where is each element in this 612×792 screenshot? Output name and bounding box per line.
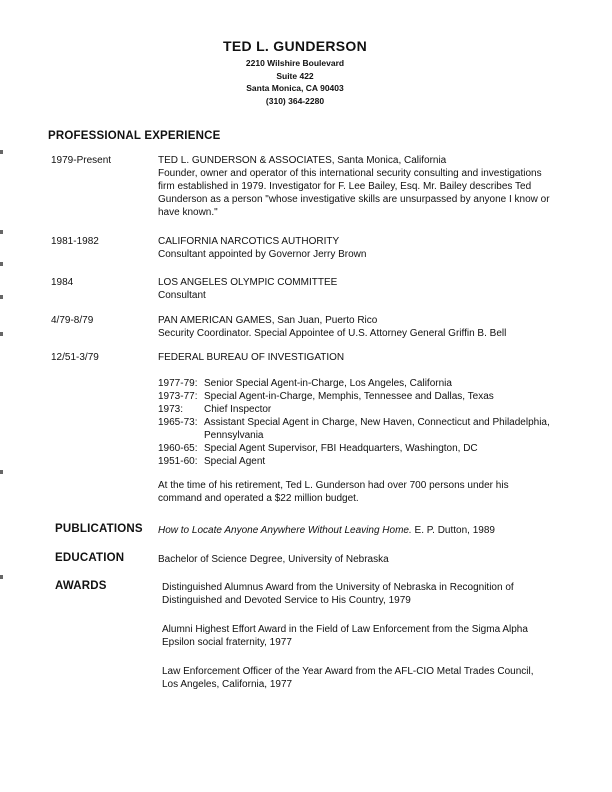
fbi-position-list	[158, 377, 553, 468]
experience-entry	[158, 351, 553, 364]
fbi-position-row	[158, 455, 553, 468]
experience-entry	[158, 235, 553, 261]
fbi-position-row	[158, 377, 553, 390]
fbi-position-period: 1951-60:	[158, 456, 198, 467]
entry-description: Consultant appointed by Governor Jerry Brown	[158, 249, 367, 260]
fbi-position-row	[158, 403, 553, 416]
fbi-position-role: Special Agent-in-Charge, Memphis, Tennessee and Dallas, Texas	[204, 391, 494, 402]
fbi-position-row	[158, 390, 553, 403]
experience-entry	[158, 276, 553, 302]
entry-description: Founder, owner and operator of this international security consulting and investigations firm established in 1979. Investigator for F. Lee Bailey, Esq. Mr. Bailey describes Ted Gunderson as a person "whose investigative skills are unsurpassed by anyone I know or have known."	[158, 168, 550, 218]
publication-entry	[158, 524, 553, 537]
fbi-position-role: Special Agent Supervisor, FBI Headquarters, Washington, DC	[204, 443, 478, 454]
fbi-position-role: Senior Special Agent-in-Charge, Los Angeles, California	[204, 378, 452, 389]
fbi-position-row	[158, 416, 553, 442]
award-item: Alumni Highest Effort Award in the Field of Law Enforcement from the Sigma Alpha Epsilon social fraternity, 1977	[162, 624, 528, 648]
fbi-position-period: 1965-73:	[158, 417, 198, 428]
entry-date: 1981-1982	[51, 236, 99, 247]
awards-list	[162, 581, 552, 707]
scan-margin-mark	[0, 150, 3, 154]
fbi-position-row	[158, 442, 553, 455]
award-item: Law Enforcement Officer of the Year Award from the AFL-CIO Metal Trades Council, Los Angeles, California, 1977	[162, 666, 534, 690]
fbi-position-period: 1973-77:	[158, 391, 198, 402]
fbi-position-role: Special Agent	[204, 456, 266, 467]
entry-title: FEDERAL BUREAU OF INVESTIGATION	[158, 352, 345, 363]
education-entry: Bachelor of Science Degree, University of Nebraska	[158, 554, 389, 565]
fbi-position-period: 1960-65:	[158, 443, 198, 454]
fbi-position-role: Assistant Special Agent in Charge, New Haven, Connecticut and Philadelphia, Pennsylvania	[204, 417, 550, 441]
scan-margin-mark	[0, 262, 3, 266]
fbi-position-period: 1977-79:	[158, 378, 198, 389]
award-item: Distinguished Alumnus Award from the University of Nebraska in Recognition of Distinguished and Devoted Service to His Country, 1979	[162, 582, 514, 606]
address-phone: (310) 364-2280	[265, 95, 325, 106]
entry-title: LOS ANGELES OLYMPIC COMMITTEE	[158, 277, 338, 288]
scan-margin-mark	[0, 295, 3, 299]
experience-heading: PROFESSIONAL EXPERIENCE	[48, 130, 221, 142]
entry-description: Consultant	[158, 290, 206, 301]
awards-heading: AWARDS	[55, 580, 107, 592]
entry-date: 1984	[51, 277, 74, 288]
scan-margin-mark	[0, 230, 3, 234]
scan-margin-mark	[0, 575, 3, 579]
entry-date: 4/79-8/79	[51, 315, 94, 326]
fbi-position-role: Chief Inspector	[204, 404, 272, 415]
entry-title: PAN AMERICAN GAMES, San Juan, Puerto Rico	[158, 315, 378, 326]
address-city: Santa Monica, CA 90403	[246, 83, 344, 93]
address-street: 2210 Wilshire Boulevard	[245, 58, 345, 68]
entry-title: TED L. GUNDERSON & ASSOCIATES, Santa Monica, California	[158, 155, 447, 166]
entry-date: 12/51-3/79	[51, 352, 99, 363]
person-name: TED L. GUNDERSON	[222, 38, 368, 54]
scan-margin-mark	[0, 470, 3, 474]
entry-title: CALIFORNIA NARCOTICS AUTHORITY	[158, 236, 340, 247]
address-suite: Suite 422	[276, 70, 314, 81]
publication-title: How to Locate Anyone Anywhere Without Leaving Home.	[158, 525, 412, 536]
experience-entry	[158, 154, 553, 219]
scan-margin-mark	[0, 332, 3, 336]
publication-details: E. P. Dutton, 1989	[414, 525, 495, 536]
experience-entry	[158, 314, 553, 340]
entry-description: Security Coordinator. Special Appointee of U.S. Attorney General Griffin B. Bell	[158, 328, 507, 339]
fbi-summary: At the time of his retirement, Ted L. Gunderson had over 700 persons under his command and operated a $22 million budget.	[158, 480, 509, 504]
entry-date: 1979-Present	[51, 155, 112, 166]
resume-header	[150, 38, 440, 107]
publications-heading: PUBLICATIONS	[55, 523, 143, 535]
education-heading: EDUCATION	[55, 552, 125, 564]
fbi-position-period: 1973:	[158, 404, 184, 415]
